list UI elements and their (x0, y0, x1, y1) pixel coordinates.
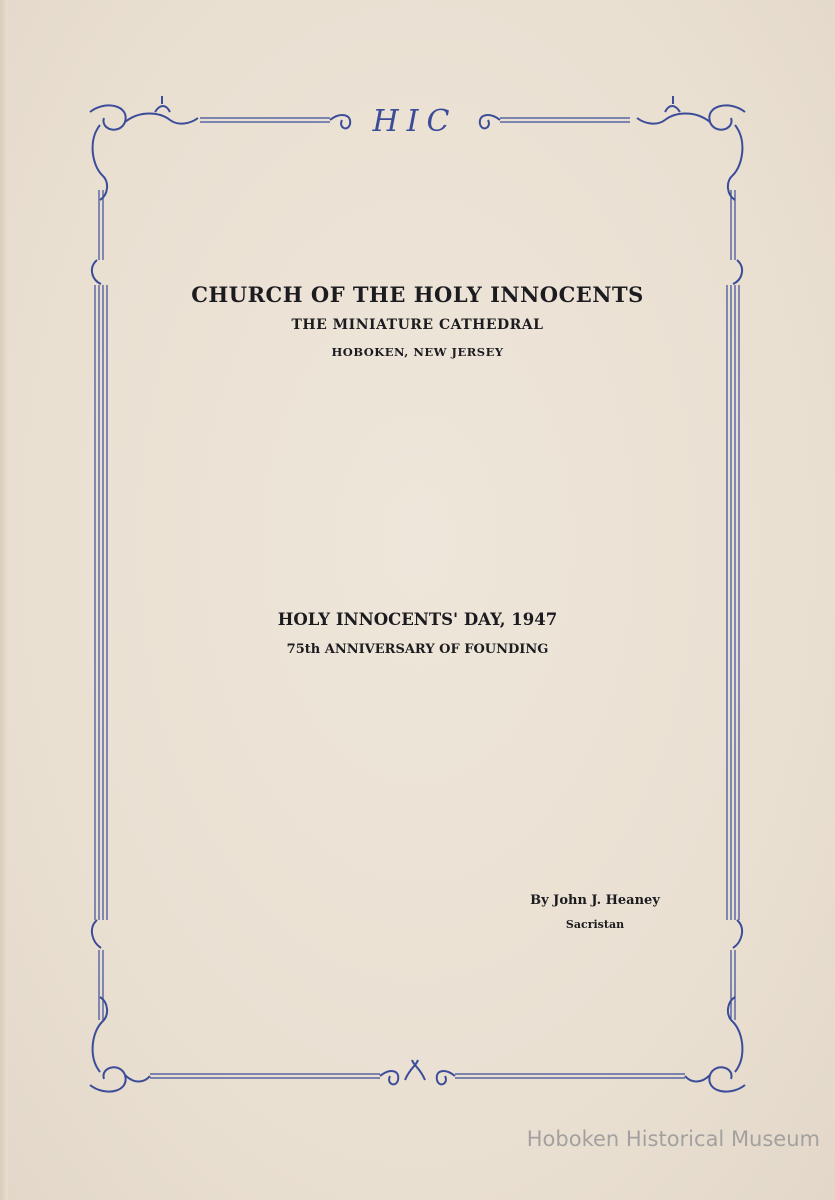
church-title: CHURCH OF THE HOLY INNOCENTS (191, 282, 644, 307)
author-role: Sacristan (565, 918, 625, 931)
church-subtitle: THE MINIATURE CATHEDRAL (291, 317, 544, 333)
occasion-heading: HOLY INNOCENTS' DAY, 1947 (277, 610, 558, 629)
author-byline: By John J. Heaney (530, 893, 660, 908)
hic-monogram: HIC (372, 104, 458, 139)
museum-watermark: Hoboken Historical Museum (526, 1127, 820, 1151)
church-location: HOBOKEN, NEW JERSEY (331, 345, 504, 359)
anniversary-subheading: 75th ANNIVERSARY OF FOUNDING (286, 642, 549, 657)
